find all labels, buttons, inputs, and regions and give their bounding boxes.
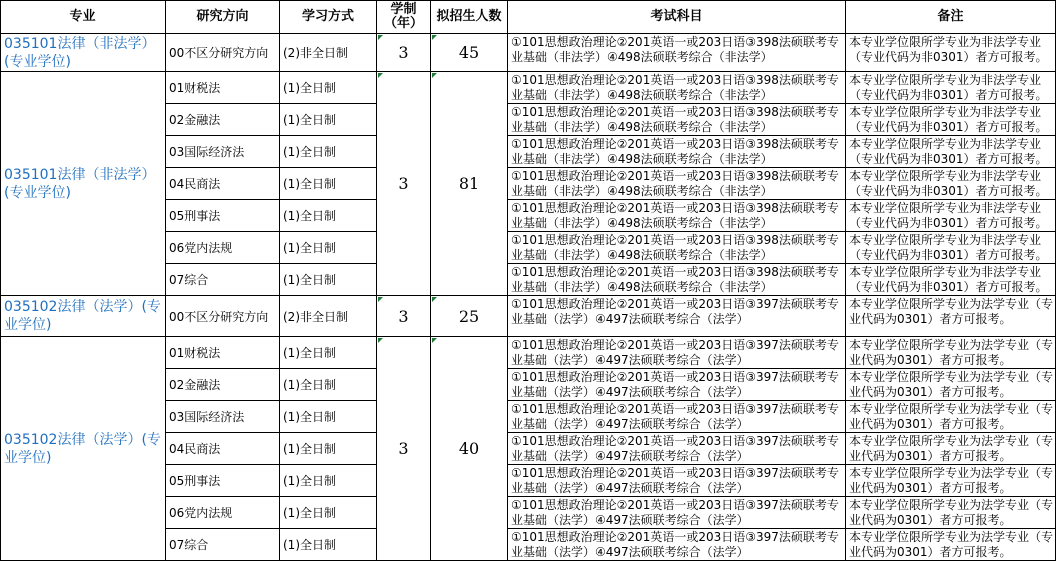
exam-subjects-cell: ①101思想政治理论②201英语一或203日语③397法硕联考专业基础（法学）④497法硕联考综合（法学） [508, 529, 846, 561]
note-cell: 本专业学位限所学专业为法学专业（专业代码为0301）者方可报考。 [846, 337, 1056, 369]
direction-cell: 00不区分研究方向 [166, 34, 280, 72]
mode-cell: (1)全日制 [280, 401, 377, 433]
mode-cell: (1)全日制 [280, 433, 377, 465]
exam-subjects-cell: ①101思想政治理论②201英语一或203日语③397法硕联考专业基础（法学）④497法硕联考综合（法学） [508, 369, 846, 401]
cell-comment-marker [378, 297, 383, 302]
note-cell: 本专业学位限所学专业为法学专业（专业代码为0301）者方可报考。 [846, 465, 1056, 497]
note-cell: 本专业学位限所学专业为非法学专业（专业代码为非0301）者方可报考。 [846, 168, 1056, 200]
exam-subjects-cell: ①101思想政治理论②201英语一或203日语③397法硕联考专业基础（法学）④497法硕联考综合（法学） [508, 401, 846, 433]
direction-cell: 06党内法规 [166, 497, 280, 529]
note-cell: 本专业学位限所学专业为非法学专业（专业代码为非0301）者方可报考。 [846, 104, 1056, 136]
major-cell: 035101法律（非法学）(专业学位) [0, 72, 166, 296]
exam-subjects-cell: ①101思想政治理论②201英语一或203日语③398法硕联考专业基础（非法学）④498法硕联考综合（非法学） [508, 264, 846, 296]
cell-comment-marker [378, 73, 383, 78]
mode-cell: (1)全日制 [280, 369, 377, 401]
cell-comment-marker [432, 297, 437, 302]
header-note: 备注 [846, 0, 1056, 34]
header-exam: 考试科目 [508, 0, 846, 34]
mode-cell: (1)全日制 [280, 72, 377, 104]
note-cell: 本专业学位限所学专业为非法学专业（专业代码为非0301）者方可报考。 [846, 232, 1056, 264]
direction-cell: 01财税法 [166, 72, 280, 104]
mode-cell: (1)全日制 [280, 264, 377, 296]
quota-cell: 81 [431, 72, 508, 296]
table-left-border [0, 0, 1, 561]
direction-cell: 04民商法 [166, 433, 280, 465]
exam-subjects-cell: ①101思想政治理论②201英语一或203日语③397法硕联考专业基础（法学）④497法硕联考综合（法学） [508, 296, 846, 337]
quota-cell: 40 [431, 337, 508, 561]
exam-subjects-cell: ①101思想政治理论②201英语一或203日语③397法硕联考专业基础（法学）④497法硕联考综合（法学） [508, 337, 846, 369]
note-cell: 本专业学位限所学专业为法学专业（专业代码为0301）者方可报考。 [846, 433, 1056, 465]
direction-cell: 03国际经济法 [166, 136, 280, 168]
mode-cell: (2)非全日制 [280, 34, 377, 72]
direction-cell: 06党内法规 [166, 232, 280, 264]
years-cell: 3 [377, 34, 431, 72]
direction-cell: 02金融法 [166, 104, 280, 136]
major-cell: 035101法律（非法学）(专业学位) [0, 34, 166, 72]
exam-subjects-cell: ①101思想政治理论②201英语一或203日语③397法硕联考专业基础（法学）④497法硕联考综合（法学） [508, 497, 846, 529]
exam-subjects-cell: ①101思想政治理论②201英语一或203日语③397法硕联考专业基础（法学）④497法硕联考综合（法学） [508, 465, 846, 497]
years-cell: 3 [377, 296, 431, 337]
note-cell: 本专业学位限所学专业为法学专业（专业代码为0301）者方可报考。 [846, 497, 1056, 529]
direction-cell: 07综合 [166, 529, 280, 561]
note-cell: 本专业学位限所学专业为法学专业（专业代码为0301）者方可报考。 [846, 296, 1056, 337]
quota-cell: 45 [431, 34, 508, 72]
mode-cell: (1)全日制 [280, 337, 377, 369]
note-cell: 本专业学位限所学专业为法学专业（专业代码为0301）者方可报考。 [846, 529, 1056, 561]
mode-cell: (1)全日制 [280, 104, 377, 136]
mode-cell: (1)全日制 [280, 465, 377, 497]
note-cell: 本专业学位限所学专业为非法学专业（专业代码为非0301）者方可报考。 [846, 264, 1056, 296]
cell-comment-marker [432, 338, 437, 343]
direction-cell: 07综合 [166, 264, 280, 296]
mode-cell: (1)全日制 [280, 168, 377, 200]
direction-cell: 01财税法 [166, 337, 280, 369]
cell-comment-marker [432, 35, 437, 40]
table-top-border [0, 0, 1056, 1]
mode-cell: (1)全日制 [280, 136, 377, 168]
exam-subjects-cell: ①101思想政治理论②201英语一或203日语③398法硕联考专业基础（非法学）④498法硕联考综合（非法学） [508, 136, 846, 168]
exam-subjects-cell: ①101思想政治理论②201英语一或203日语③398法硕联考专业基础（非法学）④498法硕联考综合（非法学） [508, 72, 846, 104]
header-years: 学制（年） [377, 0, 431, 34]
header-major: 专业 [0, 0, 166, 34]
cell-comment-marker [378, 35, 383, 40]
note-cell: 本专业学位限所学专业为非法学专业（专业代码为非0301）者方可报考。 [846, 34, 1056, 72]
direction-cell: 05刑事法 [166, 200, 280, 232]
note-cell: 本专业学位限所学专业为非法学专业（专业代码为非0301）者方可报考。 [846, 72, 1056, 104]
exam-subjects-cell: ①101思想政治理论②201英语一或203日语③398法硕联考专业基础（非法学）④498法硕联考综合（非法学） [508, 104, 846, 136]
mode-cell: (1)全日制 [280, 200, 377, 232]
direction-cell: 05刑事法 [166, 465, 280, 497]
quota-cell: 25 [431, 296, 508, 337]
mode-cell: (1)全日制 [280, 232, 377, 264]
mode-cell: (2)非全日制 [280, 296, 377, 337]
direction-cell: 04民商法 [166, 168, 280, 200]
header-mode: 学习方式 [280, 0, 377, 34]
major-cell: 035102法律（法学）(专业学位) [0, 337, 166, 561]
direction-cell: 00不区分研究方向 [166, 296, 280, 337]
exam-subjects-cell: ①101思想政治理论②201英语一或203日语③398法硕联考专业基础（非法学）④498法硕联考综合（非法学） [508, 34, 846, 72]
header-quota: 拟招生人数 [431, 0, 508, 34]
exam-subjects-cell: ①101思想政治理论②201英语一或203日语③397法硕联考专业基础（法学）④497法硕联考综合（法学） [508, 433, 846, 465]
direction-cell: 02金融法 [166, 369, 280, 401]
exam-subjects-cell: ①101思想政治理论②201英语一或203日语③398法硕联考专业基础（非法学）④498法硕联考综合（非法学） [508, 168, 846, 200]
years-cell: 3 [377, 337, 431, 561]
header-direction: 研究方向 [166, 0, 280, 34]
mode-cell: (1)全日制 [280, 497, 377, 529]
major-cell: 035102法律（法学）(专业学位) [0, 296, 166, 337]
cell-comment-marker [378, 338, 383, 343]
exam-subjects-cell: ①101思想政治理论②201英语一或203日语③398法硕联考专业基础（非法学）④498法硕联考综合（非法学） [508, 200, 846, 232]
exam-subjects-cell: ①101思想政治理论②201英语一或203日语③398法硕联考专业基础（非法学）④498法硕联考综合（非法学） [508, 232, 846, 264]
direction-cell: 03国际经济法 [166, 401, 280, 433]
note-cell: 本专业学位限所学专业为法学专业（专业代码为0301）者方可报考。 [846, 401, 1056, 433]
cell-comment-marker [432, 73, 437, 78]
note-cell: 本专业学位限所学专业为非法学专业（专业代码为非0301）者方可报考。 [846, 200, 1056, 232]
mode-cell: (1)全日制 [280, 529, 377, 561]
years-cell: 3 [377, 72, 431, 296]
note-cell: 本专业学位限所学专业为法学专业（专业代码为0301）者方可报考。 [846, 369, 1056, 401]
note-cell: 本专业学位限所学专业为非法学专业（专业代码为非0301）者方可报考。 [846, 136, 1056, 168]
